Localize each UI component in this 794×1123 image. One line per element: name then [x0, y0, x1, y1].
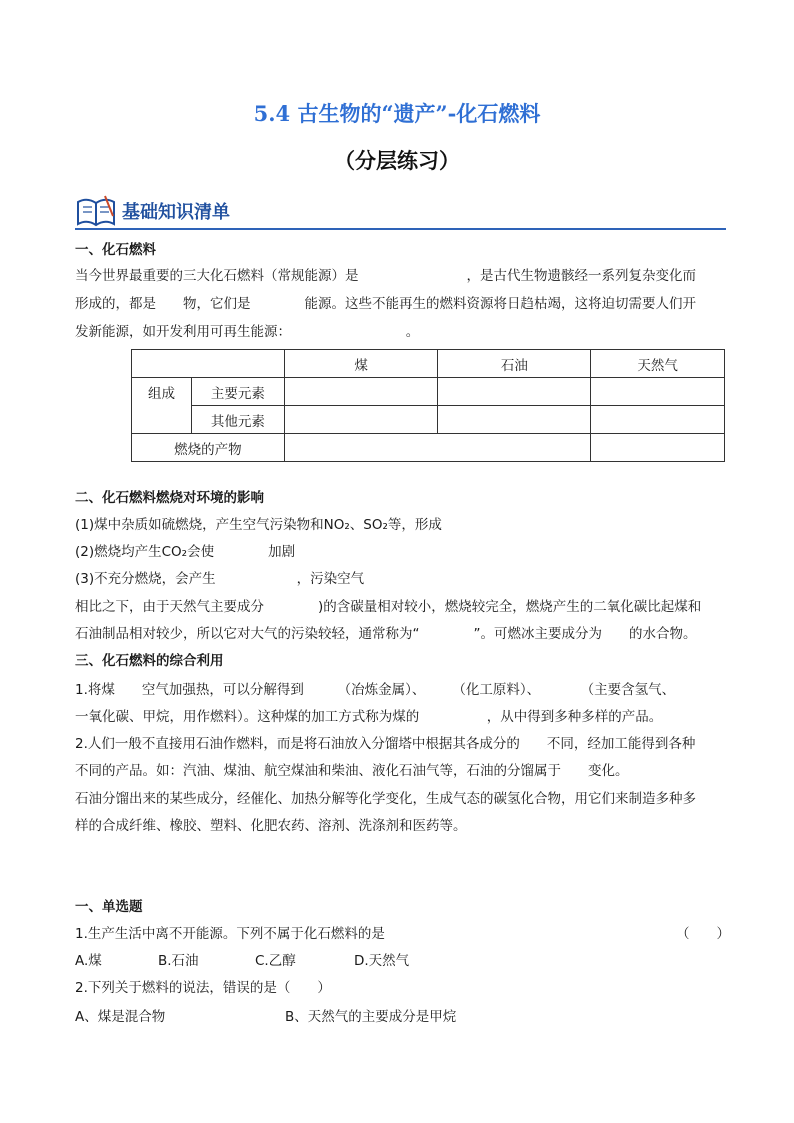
q1-option-d: D.天然气 — [354, 953, 410, 969]
section2-line5: 石油制品相对较少，所以它对大气的污染较轻，通常称为“ ”。可燃冰主要成分为 的水合物。 — [75, 626, 697, 642]
section3-line4: 不同的产品。如：汽油、煤油、航空煤油和柴油、液化石油气等，石油的分馏属于 变化。 — [75, 763, 629, 779]
table-row-main-elements: 主要元素 — [191, 378, 284, 406]
section2-heading: 二、化石燃料燃烧对环境的影响 — [75, 490, 264, 506]
q1-option-b: B.石油 — [158, 953, 199, 969]
exercises-heading: 一、单选题 — [75, 899, 143, 915]
banner-divider — [75, 228, 726, 230]
table-header-oil: 石油 — [438, 350, 591, 378]
section3-line2: 一氧化碳、甲烷，用作燃料）。这种煤的加工方式称为煤的 ，从中得到多种多样的产品。 — [75, 709, 663, 725]
section-banner — [75, 192, 726, 232]
section1-line1: 当今世界最重要的三大化石燃料（常规能源）是 ，是古代生物遗骸经一系列复杂变化而 — [75, 268, 696, 284]
section1-line3: 发新能源，如开发利用可再生能源： 。 — [75, 324, 420, 340]
page-subtitle: （分层练习） — [334, 148, 460, 173]
book-icon — [75, 194, 117, 228]
table-cell — [591, 406, 725, 434]
table-header-gas: 天然气 — [591, 350, 725, 378]
table-header-coal: 煤 — [284, 350, 438, 378]
section2-line1: (1)煤中杂质如硫燃烧，产生空气污染物和NO₂、SO₂等，形成 — [75, 517, 442, 533]
section2-line2: (2)燃烧均产生CO₂会使 加剧 — [75, 544, 296, 560]
section1-heading: 一、化石燃料 — [75, 242, 156, 258]
section3-line5: 石油分馏出来的某些成分，经催化、加热分解等化学变化，生成气态的碳氢化合物，用它们来制造多种多 — [75, 791, 696, 807]
answer-bracket: （ ） — [676, 926, 730, 942]
section3-line1: 1.将煤 空气加强热，可以分解得到 （冶炼金属）、 （化工原料）、 （主要含氢气、 — [75, 682, 676, 698]
question-2: 2.下列关于燃料的说法，错误的是（ ） — [75, 980, 331, 996]
table-row-composition: 组成 — [132, 378, 192, 434]
table-cell — [284, 406, 438, 434]
q2-option-b: B、天然气的主要成分是甲烷 — [285, 1009, 457, 1025]
section2-line4: 相比之下，由于天然气主要成分 )的含碳量相对较小，燃烧较完全，燃烧产生的二氧化碳比起煤和 — [75, 599, 702, 615]
page-title: 5.4 古生物的“遗产”-化石燃料 — [253, 101, 541, 126]
table-cell — [284, 434, 590, 462]
banner-label: 基础知识清单 — [122, 202, 230, 223]
table-cell — [591, 378, 725, 406]
table-corner-cell — [132, 350, 285, 378]
table-cell — [438, 378, 591, 406]
section2-line3: (3)不充分燃烧，会产生 ，污染空气 — [75, 571, 365, 587]
table-row-other-elements: 其他元素 — [191, 406, 284, 434]
section3-heading: 三、化石燃料的综合利用 — [75, 653, 224, 669]
section1-line2: 形成的，都是 物，它们是 能源。这些不能再生的燃料资源将日趋枯竭，这将迫切需要人们开 — [75, 296, 696, 312]
q2-option-a: A、煤是混合物 — [75, 1009, 166, 1025]
q1-option-c: C.乙醇 — [255, 953, 296, 969]
section3-line3: 2.人们一般不直接用石油作燃料，而是将石油放入分馏塔中根据其各成分的 不同，经加工能得到各种 — [75, 736, 696, 752]
table-cell — [591, 434, 725, 462]
question-1: 1.生产生活中离不开能源。下列不属于化石燃料的是 — [75, 926, 385, 942]
table-row-products: 燃烧的产物 — [132, 434, 285, 462]
table-cell — [284, 378, 438, 406]
table-cell — [438, 406, 591, 434]
fuel-composition-table — [131, 349, 725, 462]
section3-line6: 样的合成纤维、橡胶、塑料、化肥农药、溶剂、洗涤剂和医药等。 — [75, 818, 467, 834]
q1-option-a: A.煤 — [75, 953, 102, 969]
